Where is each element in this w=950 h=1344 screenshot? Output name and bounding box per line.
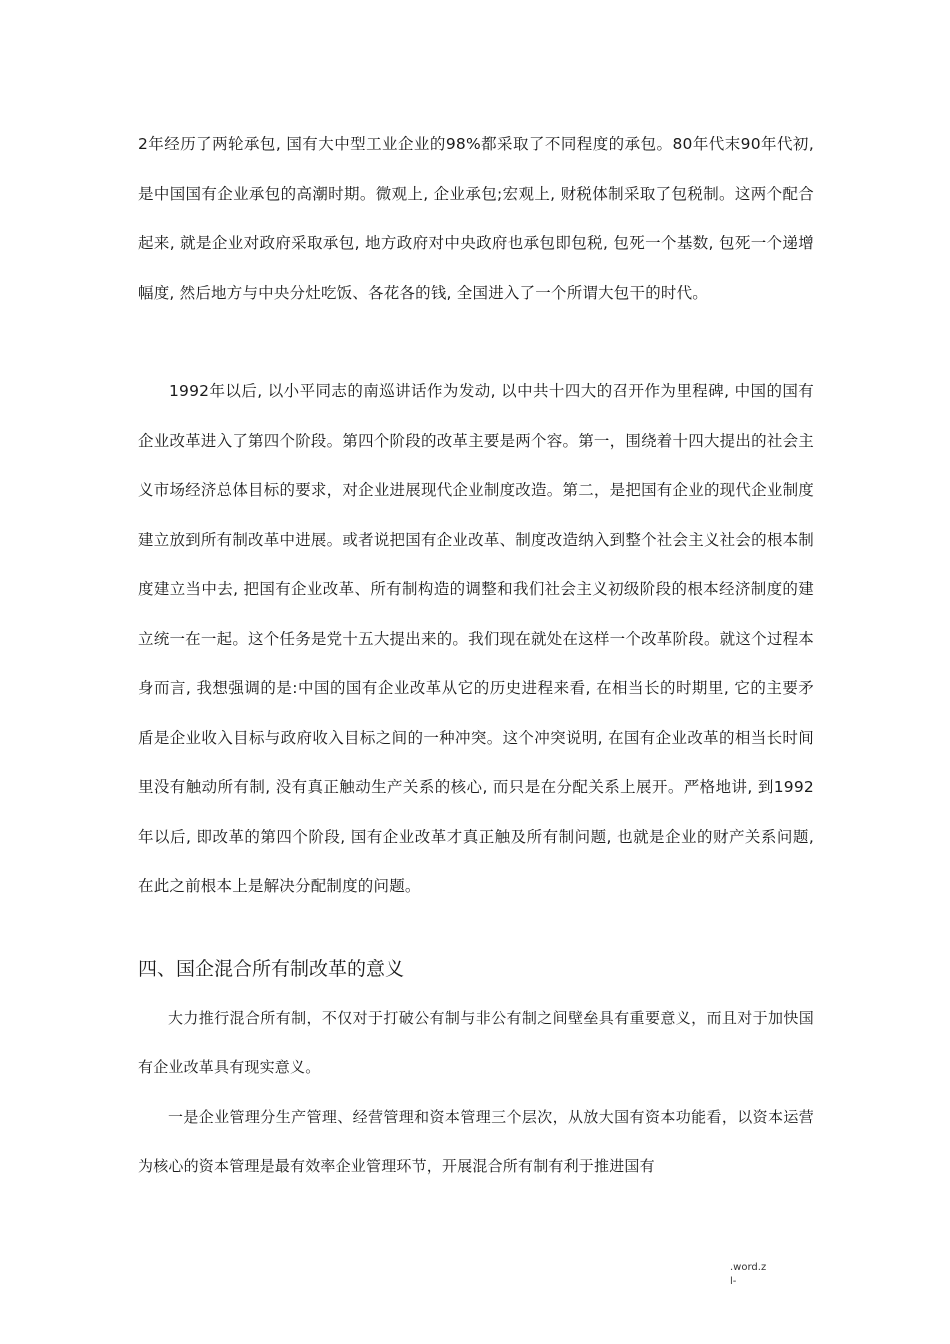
page-footer — [730, 1261, 766, 1289]
paragraph-mixed-ownership-first-point: 一是企业管理分生产管理、经营管理和资本管理三个层次，从放大国有资本功能看，以资本运营为核心的资本管理是最有效率企业管理环节，开展混合所有制有利于推进国有 — [138, 1108, 814, 1175]
footer-line-2: l- — [730, 1276, 737, 1287]
paragraph-contract-era: 2年经历了两轮承包, 国有大中型工业企业的98%都采取了不同程度的承包。80年代末90年代初, 是中国国有企业承包的高潮时期。微观上, 企业承包;宏观上, 财税体制采取了包税制。这两个配合起来, 就是企业对政府采取承包, 地方政府对中央政府也承包即包税, 包死一个基数, 包死一个递增幅度, 然后地方与中央分灶吃饭、各花各的钱, 全国进入了一个所谓大包干的时代。 — [138, 135, 814, 302]
paragraph-mixed-ownership-intro: 大力推行混合所有制，不仅对于打破公有制与非公有制之间壁垒具有重要意义，而且对于加快国有企业改革具有现实意义。 — [138, 1009, 814, 1076]
paragraph-fourth-stage: 1992年以后, 以小平同志的南巡讲话作为发动, 以中共十四大的召开作为里程碑, 中国的国有企业改革进入了第四个阶段。第四个阶段的改革主要是两个容。第一，围绕着十四大提出的社会主义市场经济总体目标的要求，对企业进展现代企业制度改造。第二，是把国有企业的现代企业制度建立放到所有制改革中进展。或者说把国有企业改革、制度改造纳入到整个社会主义社会的根本制度建立当中去, 把国有企业改革、所有制构造的调整和我们社会主义初级阶段的根本经济制度的建立统一在一起。这个任务是党十五大提出来的。我们现在就处在这样一个改革阶段。就这个过程本身而言, 我想强调的是:中国的国有企业改革从它的历史进程来看, 在相当长的时期里, 它的主要矛盾是企业收入目标与政府收入目标之间的一种冲突。这个冲突说明, 在国有企业改革的相当长时间里没有触动所有制, 没有真正触动生产关系的核心, 而只是在分配关系上展开。严格地讲, 到1992年以后, 即改革的第四个阶段, 国有企业改革才真正触及所有制问题, 也就是企业的财产关系问题, 在此之前根本上是解决分配制度的问题。 — [138, 382, 814, 895]
section-heading: 四、国企混合所有制改革的意义 — [138, 958, 405, 980]
footer-line-1: .word.z — [730, 1262, 767, 1273]
